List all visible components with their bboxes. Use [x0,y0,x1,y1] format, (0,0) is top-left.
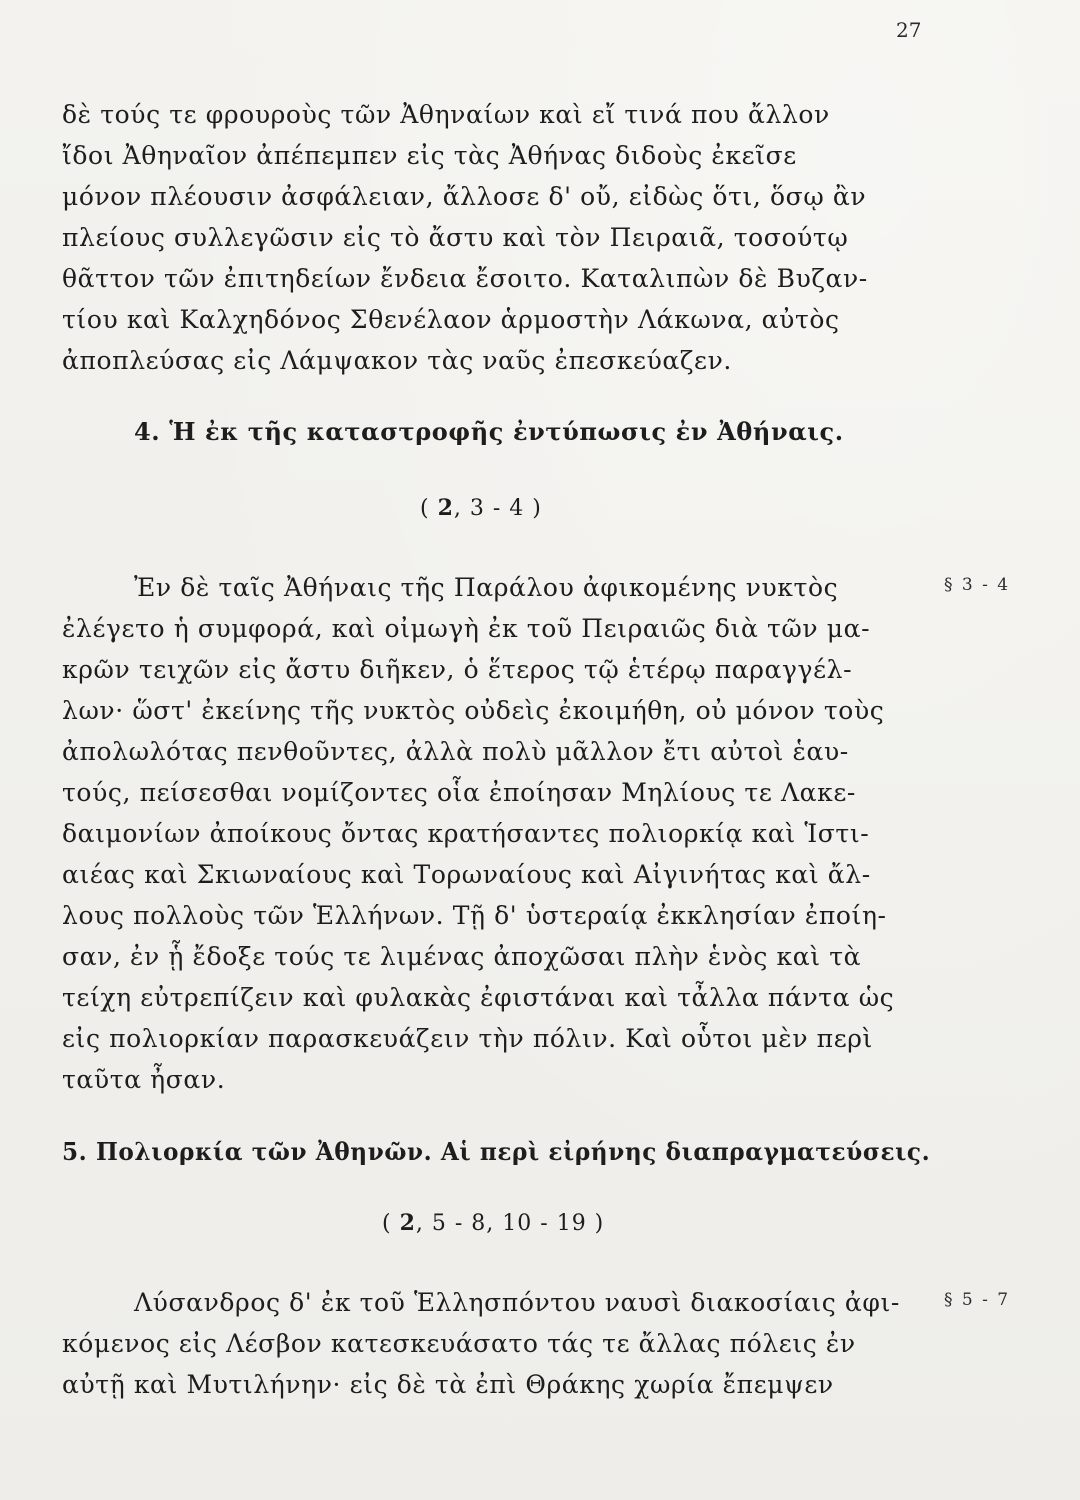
section-4-heading: 4. Ἡ ἐκ τῆς καταστροφῆς ἐντύπωσις ἐν Ἀθήναις. [134,417,844,446]
section-5-ref-range: , 5 - 8, 10 - 19 ) [415,1211,605,1236]
section-5-line-2: κόμενος εἰς Λέσβον κατεσκευάσατο τάς τε ἄλλας πόλεις ἐν [62,1329,856,1358]
section-5-ref-open: ( [382,1211,400,1236]
section-4-line-13: ταῦτα ἦσαν. [62,1065,226,1094]
section-4-line-12: εἰς πολιορκίαν παρασκευάζειν τὴν πόλιν. Καὶ οὗτοι μὲν περὶ [62,1024,873,1053]
section-4-reference [420,497,542,520]
page-number: 27 [896,18,922,42]
paragraph-1-line-5: θᾶττον τῶν ἐπιτηδείων ἔνδεια ἔσοιτο. Καταλιπὼν δὲ Βυζαν- [62,264,868,293]
paragraph-1-line-7: ἀποπλεύσας εἰς Λάμψακον τὰς ναῦς ἐπεσκεύαζεν. [62,346,732,375]
section-4-line-10: σαν, ἐν ᾗ ἔδοξε τούς τε λιμένας ἀποχῶσαι πλὴν ἑνὸς καὶ τὰ [62,942,862,971]
section-4-line-4: λων· ὥστ' ἐκείνης τῆς νυκτὸς οὐδεὶς ἐκοιμήθη, οὐ μόνον τοὺς [62,696,885,725]
section-4-margin-note: § 3 - 4 [944,575,1011,595]
section-5-ref-book: 2 [399,1210,416,1236]
paragraph-1-line-1: δὲ τούς τε φρουροὺς τῶν Ἀθηναίων καὶ εἴ τινά που ἄλλον [62,100,830,129]
section-5-margin-note: § 5 - 7 [944,1290,1011,1310]
section-4-line-8: αιέας καὶ Σκιωναίους καὶ Τορωναίους καὶ Αἰγινήτας καὶ ἄλ- [62,860,871,889]
section-5-heading: 5. Πολιορκία τῶν Ἀθηνῶν. Αἱ περὶ εἰρήνης διαπραγματεύσεις. [62,1137,931,1166]
section-4-line-9: λους πολλοὺς τῶν Ἑλλήνων. Τῇ δ' ὑστεραίᾳ ἐκκλησίαν ἐποίη- [62,901,887,930]
section-4-line-6: τούς, πείσεσθαι νομίζοντες οἷα ἐποίησαν Μηλίους τε Λακε- [62,778,856,807]
paragraph-1-line-4: πλείους συλλεγῶσιν εἰς τὸ ἄστυ καὶ τὸν Πειραιᾶ, τοσούτῳ [62,223,849,252]
section-4-line-3: κρῶν τειχῶν εἰς ἄστυ διῆκεν, ὁ ἕτερος τῷ ἑτέρῳ παραγγέλ- [62,655,853,684]
section-4-line-2: ἐλέγετο ἡ συμφορά, καὶ οἰμωγὴ ἐκ τοῦ Πειραιῶς διὰ τῶν μα- [62,614,871,643]
section-4-line-1: Ἐν δὲ ταῖς Ἀθήναις τῆς Παράλου ἀφικομένης νυκτὸς [134,573,839,602]
section-4-line-7: δαιμονίων ἀποίκους ὄντας κρατήσαντες πολιορκίᾳ καὶ Ἱστι- [62,819,870,848]
paragraph-1-line-6: τίου καὶ Καλχηδόνος Σθενέλαον ἁρμοστὴν Λάκωνα, αὐτὸς [62,305,840,334]
section-4-ref-range: , 3 - 4 ) [453,496,542,521]
section-5-line-3: αὐτῇ καὶ Μυτιλήνην· εἰς δὲ τὰ ἐπὶ Θράκης χωρία ἔπεμψεν [62,1370,834,1399]
paragraph-1-line-3: μόνον πλέουσιν ἀσφάλειαν, ἄλλοσε δ' οὔ, εἰδὼς ὅτι, ὅσῳ ἂν [62,182,867,211]
section-4-ref-open: ( [420,496,438,521]
section-4-line-5: ἀπολωλότας πενθοῦντες, ἀλλὰ πολὺ μᾶλλον ἔτι αὐτοὶ ἑαυ- [62,737,849,766]
section-5-reference [382,1212,604,1235]
section-4-line-11: τείχη εὐτρεπίζειν καὶ φυλακὰς ἐφιστάναι καὶ τἆλλα πάντα ὡς [62,983,895,1012]
paragraph-1-line-2: ἴδοι Ἀθηναῖον ἀπέπεμπεν εἰς τὰς Ἀθήνας διδοὺς ἐκεῖσε [62,141,797,170]
section-4-ref-book: 2 [437,495,454,521]
section-5-line-1: Λύσανδρος δ' ἐκ τοῦ Ἑλλησπόντου ναυσὶ διακοσίαις ἀφι- [134,1288,900,1317]
